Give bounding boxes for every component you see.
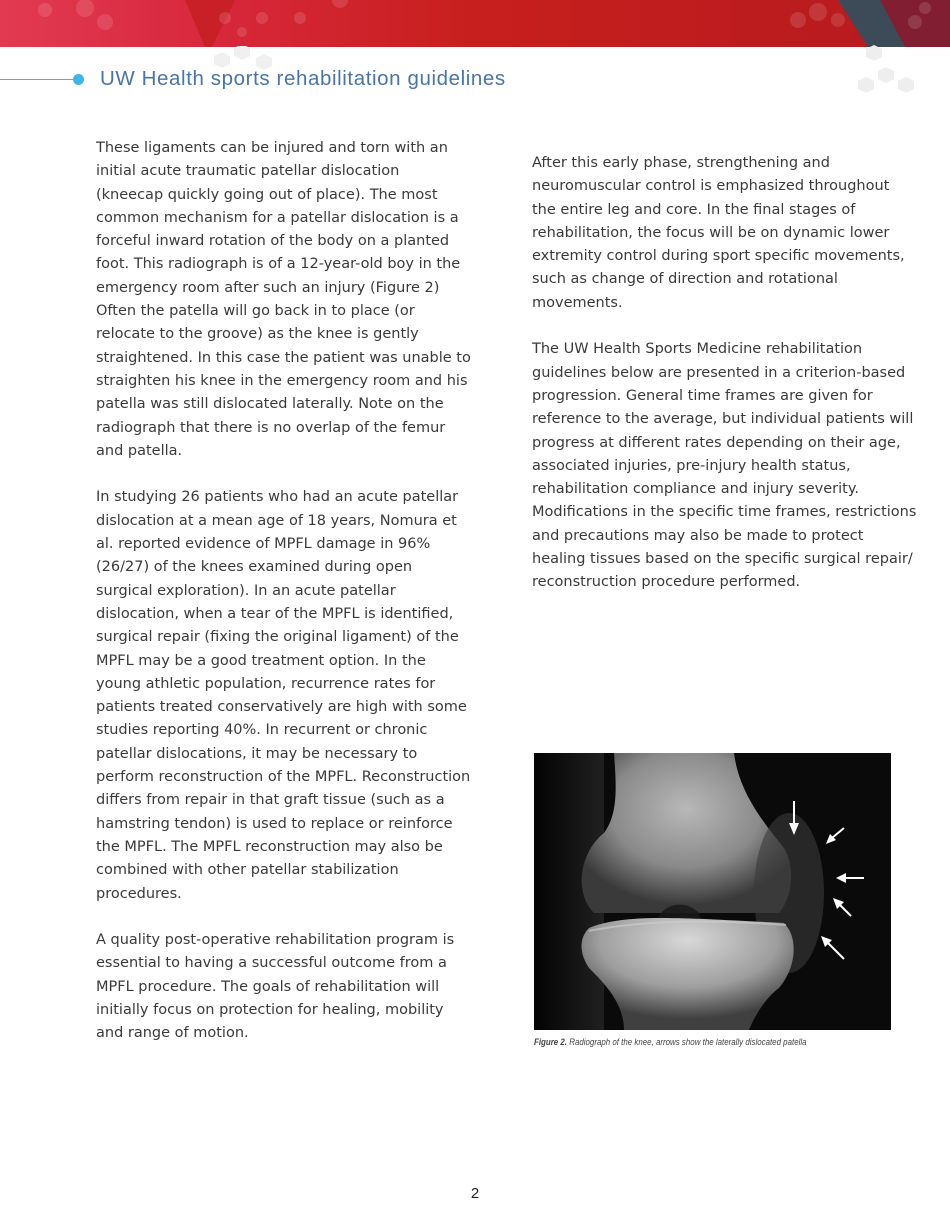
header-banner: [0, 0, 950, 47]
paragraph: The UW Health Sports Medicine rehabilitation guidelines below are presented in a criterion-based progression. General time frames are given for reference to the average, but individual patients will progress at different rates depending on their age, associated injuries, pre-injury health status, rehabilitation compliance and injury severity. Modifications in the specific time frames, restrictions and precautions may also be made to protect healing tissues based on the specific surgical repair/ reconstruction procedure performed.: [532, 341, 917, 591]
left-column: [96, 137, 471, 1069]
paragraph: In studying 26 patients who had an acute patellar dislocation at a mean age of 18 years, Nomura et al. reported evidence of MPFL damage in 96% (26/27) of the knees examined during open surgical exploration). In an acute patellar dislocation, when a tear of the MPFL is identified, surgical repair (fixing the original ligament) of the MPFL may be a good treatment option. In the young athletic population, recurrence rates for patients treated conservatively are high with some studies reporting 40%. In recurrent or chronic patellar dislocations, it may be necessary to perform reconstruction of the MPFL. Reconstruction differs from repair in that graft tissue (such as a hamstring tendon) is used to replace or reinforce the MPFL. The MPFL reconstruction may also be combined with other patellar stabilization procedures.: [96, 489, 471, 902]
paragraph: After this early phase, strengthening and neuromuscular control is emphasized throughout the entire leg and core. In the final stages of rehabilitation, the focus will be on dynamic lower extremity control during sport specific movements, such as change of direction and rotational movements.: [532, 155, 905, 311]
decorative-hexagons: [858, 45, 928, 105]
paragraph: A quality post-operative rehabilitation program is essential to having a successful outcome from a MPFL procedure. The goals of rehabilitation will initially focus on protection for healing, mobility and range of motion.: [96, 932, 455, 1042]
figure-caption: [534, 1037, 807, 1047]
header-accent-line: [0, 79, 76, 80]
paragraph: These ligaments can be injured and torn with an initial acute traumatic patellar dislocation (kneecap quickly going out of place). The most common mechanism for a patellar dislocation is a forceful inward rotation of the body on a planted foot. This radiograph is of a 12-year-old boy in the emergency room after such an injury (Figure 2) Often the patella will go back in to place (or relocate to the groove) as the knee is gently straightened. In this case the patient was unable to straighten his knee in the emergency room and his patella was still dislocated laterally. Note on the radiograph that there is no overlap of the femur and patella.: [96, 140, 471, 459]
page-number: 2: [470, 1185, 480, 1202]
knee-radiograph-image: [534, 753, 891, 1030]
figure-caption-text: Radiograph of the knee, arrows show the laterally dislocated patella: [569, 1037, 807, 1047]
page-header-title: UW Health sports rehabilitation guidelines: [100, 67, 506, 90]
figure-caption-label: Figure 2.: [534, 1037, 568, 1047]
right-column: [532, 152, 917, 618]
header-accent-dot: [73, 74, 84, 85]
